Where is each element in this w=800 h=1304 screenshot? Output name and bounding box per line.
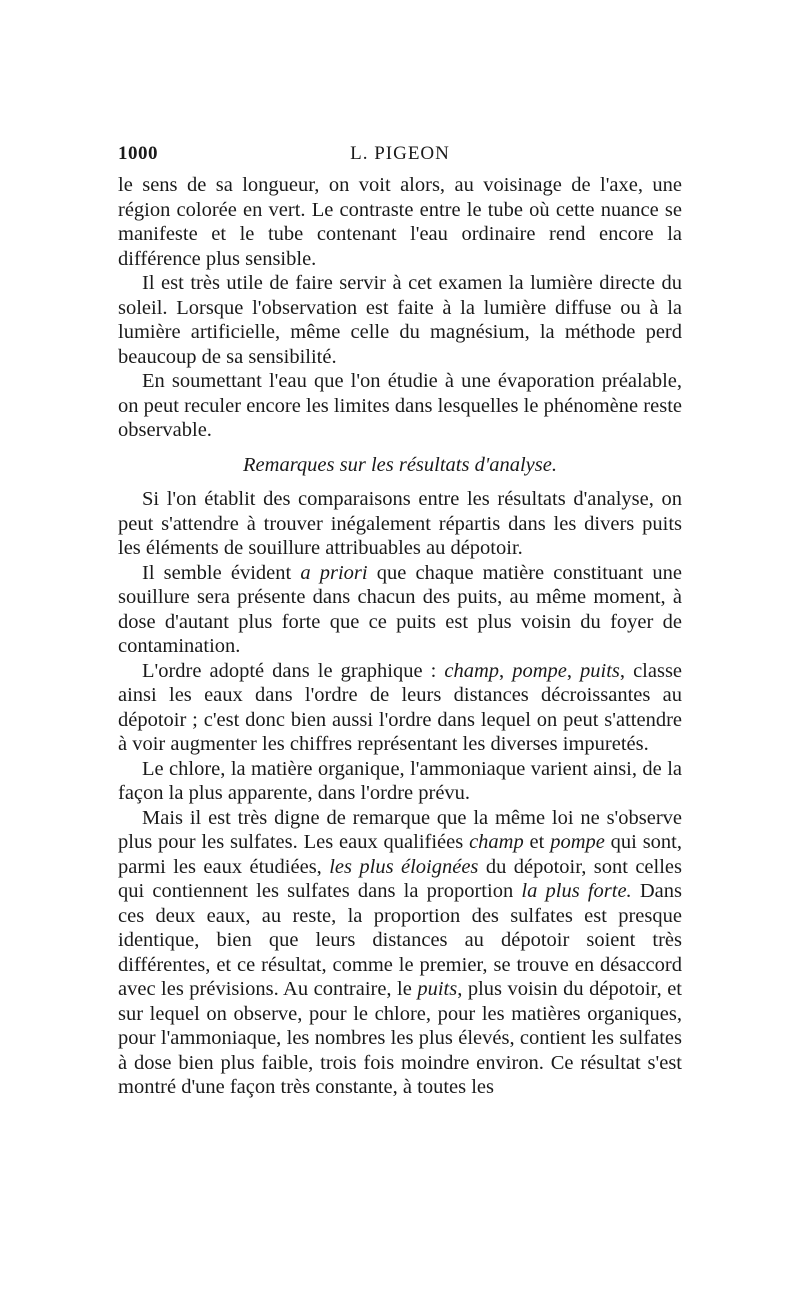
paragraph-evaporation: En soumettant l'eau que l'on étudie à une évaporation préalable, on peut reculer encore les limites dans lesquelles le phénomène reste observable.	[118, 370, 682, 441]
paragraph-continuation: le sens de sa longueur, on voit alors, au voisinage de l'axe, une région colorée en vert. Le contraste entre le tube où cette nuance se manifeste et le tube contenant l'eau ordinaire rend encore la différence plus sensible.	[118, 174, 682, 270]
italic-term: champ	[444, 659, 500, 682]
body-text	[118, 173, 682, 1100]
italic-term: a priori	[300, 561, 368, 584]
paragraph-comparisons: Si l'on établit des comparaisons entre les résultats d'analyse, on peut s'attendre à trouver inégalement répartis dans les divers puits les éléments de souillure attribuables au dépotoir.	[118, 488, 682, 559]
text-run: , classe ainsi les eaux dans l'ordre de leurs distances décroissantes au dépotoir ; c'est donc bien aussi l'ordre dans lequel on peut s'attendre à voir augmenter les chiffres représentant les diverses impuretés.	[118, 659, 683, 755]
page-number: 1000	[118, 143, 158, 164]
paragraph-graph-order	[118, 659, 682, 757]
paragraph-chlore: Le chlore, la matière organique, l'ammoniaque varient ainsi, de la façon la plus apparente, dans l'ordre prévu.	[118, 757, 682, 804]
italic-term: puits	[417, 978, 458, 1000]
text-run: , plus voisin du dépotoir, et sur lequel on observe, pour le chlore, pour les matières organiques, pour l'ammoniaque, les nombres les plus élevés, contient les sulfates à dose bien plus faible, trois fois moindre environ. Ce résultat s'est montré d'une façon très constante, à toutes les	[118, 978, 682, 1098]
italic-term: la plus forte.	[521, 880, 632, 902]
text-run: ,	[566, 659, 581, 682]
paragraph-a-priori	[118, 561, 682, 659]
section-heading: Remarques sur les résultats d'analyse.	[243, 453, 557, 476]
text-run: Il semble évident	[142, 561, 301, 584]
text-run: que chaque matière constituant une souillure sera présente dans chacun des puits, au même moment, à dose d'autant plus forte que ce puits est plus voisin du foyer de contamination.	[118, 561, 682, 657]
text-run: ,	[499, 659, 513, 682]
running-title: L. PIGEON	[350, 143, 450, 164]
paragraph-direct-sunlight: Il est très utile de faire servir à cet examen la lumière directe du soleil. Lorsque l'observation est faite à la lumière diffuse ou à la lumière artificielle, même celle du magnésium, la méthode perd beaucoup de sa sensibilité.	[118, 272, 682, 368]
text-run: et	[523, 831, 551, 853]
text-run: L'ordre adopté dans le graphique :	[142, 659, 445, 682]
italic-term: pompe	[550, 831, 605, 853]
italic-term: les plus éloignées	[329, 855, 479, 878]
text-run: Dans ces deux eaux, au reste, la proportion des sulfates est presque identique, bien que leurs distances au dépotoir soient très différentes, et ce résultat, comme le premier, se trouve en désaccord avec les prévisions. Au contraire, le	[118, 880, 682, 1000]
text-run: qui sont, parmi les eaux étudiées,	[118, 831, 682, 878]
italic-term: champ	[469, 831, 524, 853]
running-head	[118, 143, 682, 171]
italic-term: puits	[580, 659, 620, 682]
italic-term: pompe	[512, 659, 567, 682]
paragraph-sulfates	[118, 806, 682, 1100]
text-run: Mais il est très digne de remarque que la même loi ne s'observe plus pour les sulfates. Les eaux qualifiées	[118, 806, 682, 853]
text-run: du dépotoir, sont celles qui contiennent les sulfates dans la proportion	[118, 855, 682, 902]
